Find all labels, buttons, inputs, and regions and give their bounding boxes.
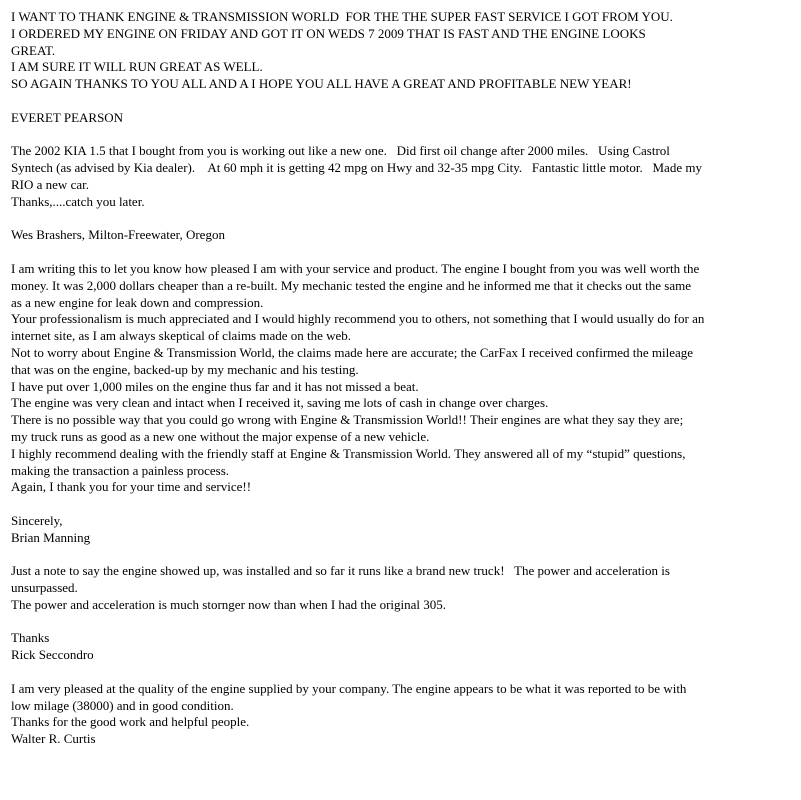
text-line: Your professionalism is much appreciated and I would highly recommend you to others, not something that I would usually do for an (11, 311, 705, 327)
text-line: Thanks for the good work and helpful people. (11, 714, 250, 730)
text-line: that was on the engine, backed-up by my mechanic and his testing. (11, 361, 359, 377)
text-line (11, 211, 789, 228)
paragraph-gap (11, 127, 789, 144)
text-line: RIO a new car. (11, 176, 89, 192)
text-line: Again, I thank you for your time and service!! (11, 479, 252, 495)
text-line: Rick Seccondro (11, 647, 94, 663)
text-line: Brian Manning (11, 529, 91, 545)
text-line: as a new engine for leak down and compression. (11, 294, 264, 310)
text-line: I am writing this to let you know how pleased I am with your service and product. The engine I bought from you was well worth the (11, 260, 700, 276)
text-line: EVERET PEARSON (11, 109, 124, 125)
text-line (11, 614, 789, 631)
text-line: Not to worry about Engine & Transmission World, the claims made here are accurate; the CarFax I received confirmed the mileage (11, 344, 694, 360)
text-line: Sincerely, (11, 512, 63, 528)
text-line (11, 93, 789, 110)
text-line: my truck runs as good as a new one without the major expense of a new vehicle. (11, 428, 430, 444)
text-line: Wes Brashers, Milton-Freewater, Oregon (11, 227, 225, 243)
testimonial-rick (11, 563, 789, 664)
testimonials-list (11, 9, 789, 748)
testimonial-walter (11, 681, 789, 748)
paragraph-gap (11, 244, 789, 261)
text-line: The engine was very clean and intact when I received it, saving me lots of cash in change over charges. (11, 395, 549, 411)
text-line (11, 496, 789, 513)
text-line: SO AGAIN THANKS TO YOU ALL AND A I HOPE YOU ALL HAVE A GREAT AND PROFITABLE NEW YEAR! (11, 76, 632, 92)
text-line: The 2002 KIA 1.5 that I bought from you is working out like a new one. Did first oil change after 2000 miles. Using Castrol (11, 143, 670, 159)
text-line: The power and acceleration is much stornger now than when I had the original 305. (11, 596, 446, 612)
text-line: I AM SURE IT WILL RUN GREAT AS WELL. (11, 59, 263, 75)
text-line: money. It was 2,000 dollars cheaper than a re-built. My mechanic tested the engine and he informed me that it checks out the same (11, 277, 691, 293)
text-line: Walter R. Curtis (11, 731, 96, 747)
text-line: I have put over 1,000 miles on the engine thus far and it has not missed a beat. (11, 378, 419, 394)
text-line: Thanks (11, 630, 50, 646)
text-line: I am very pleased at the quality of the engine supplied by your company. The engine appears to be what it was reported to be with (11, 680, 687, 696)
text-line: making the transaction a painless process. (11, 462, 230, 478)
text-line: I WANT TO THANK ENGINE & TRANSMISSION WORLD FOR THE THE SUPER FAST SERVICE I GOT FROM YOU. (11, 9, 673, 24)
text-line: Syntech (as advised by Kia dealer). At 60 mph it is getting 42 mpg on Hwy and 32-35 mpg City. Fantastic little motor. Made my (11, 160, 702, 176)
text-line: There is no possible way that you could go wrong with Engine & Transmission World!! Their engines are what they say they are; (11, 412, 684, 428)
text-line: I highly recommend dealing with the friendly staff at Engine & Transmission World. They answered all of my “stupid” questions, (11, 445, 686, 461)
text-line: internet site, as I am always skeptical of claims made on the web. (11, 328, 352, 344)
text-line: Just a note to say the engine showed up, was installed and so far it runs like a brand new truck! The power and acceleration is (11, 563, 670, 579)
paragraph-gap (11, 547, 789, 564)
text-line: Thanks,....catch you later. (11, 193, 145, 209)
text-line: low milage (38000) and in good condition. (11, 697, 234, 713)
testimonial-brian (11, 261, 789, 547)
testimonial-wes (11, 143, 789, 244)
paragraph-gap (11, 664, 789, 681)
text-line: unsurpassed. (11, 580, 78, 596)
text-line: I ORDERED MY ENGINE ON FRIDAY AND GOT IT ON WEDS 7 2009 THAT IS FAST AND THE ENGINE LOOKS (11, 25, 646, 41)
testimonial-everet (11, 9, 789, 127)
text-line: GREAT. (11, 42, 56, 58)
